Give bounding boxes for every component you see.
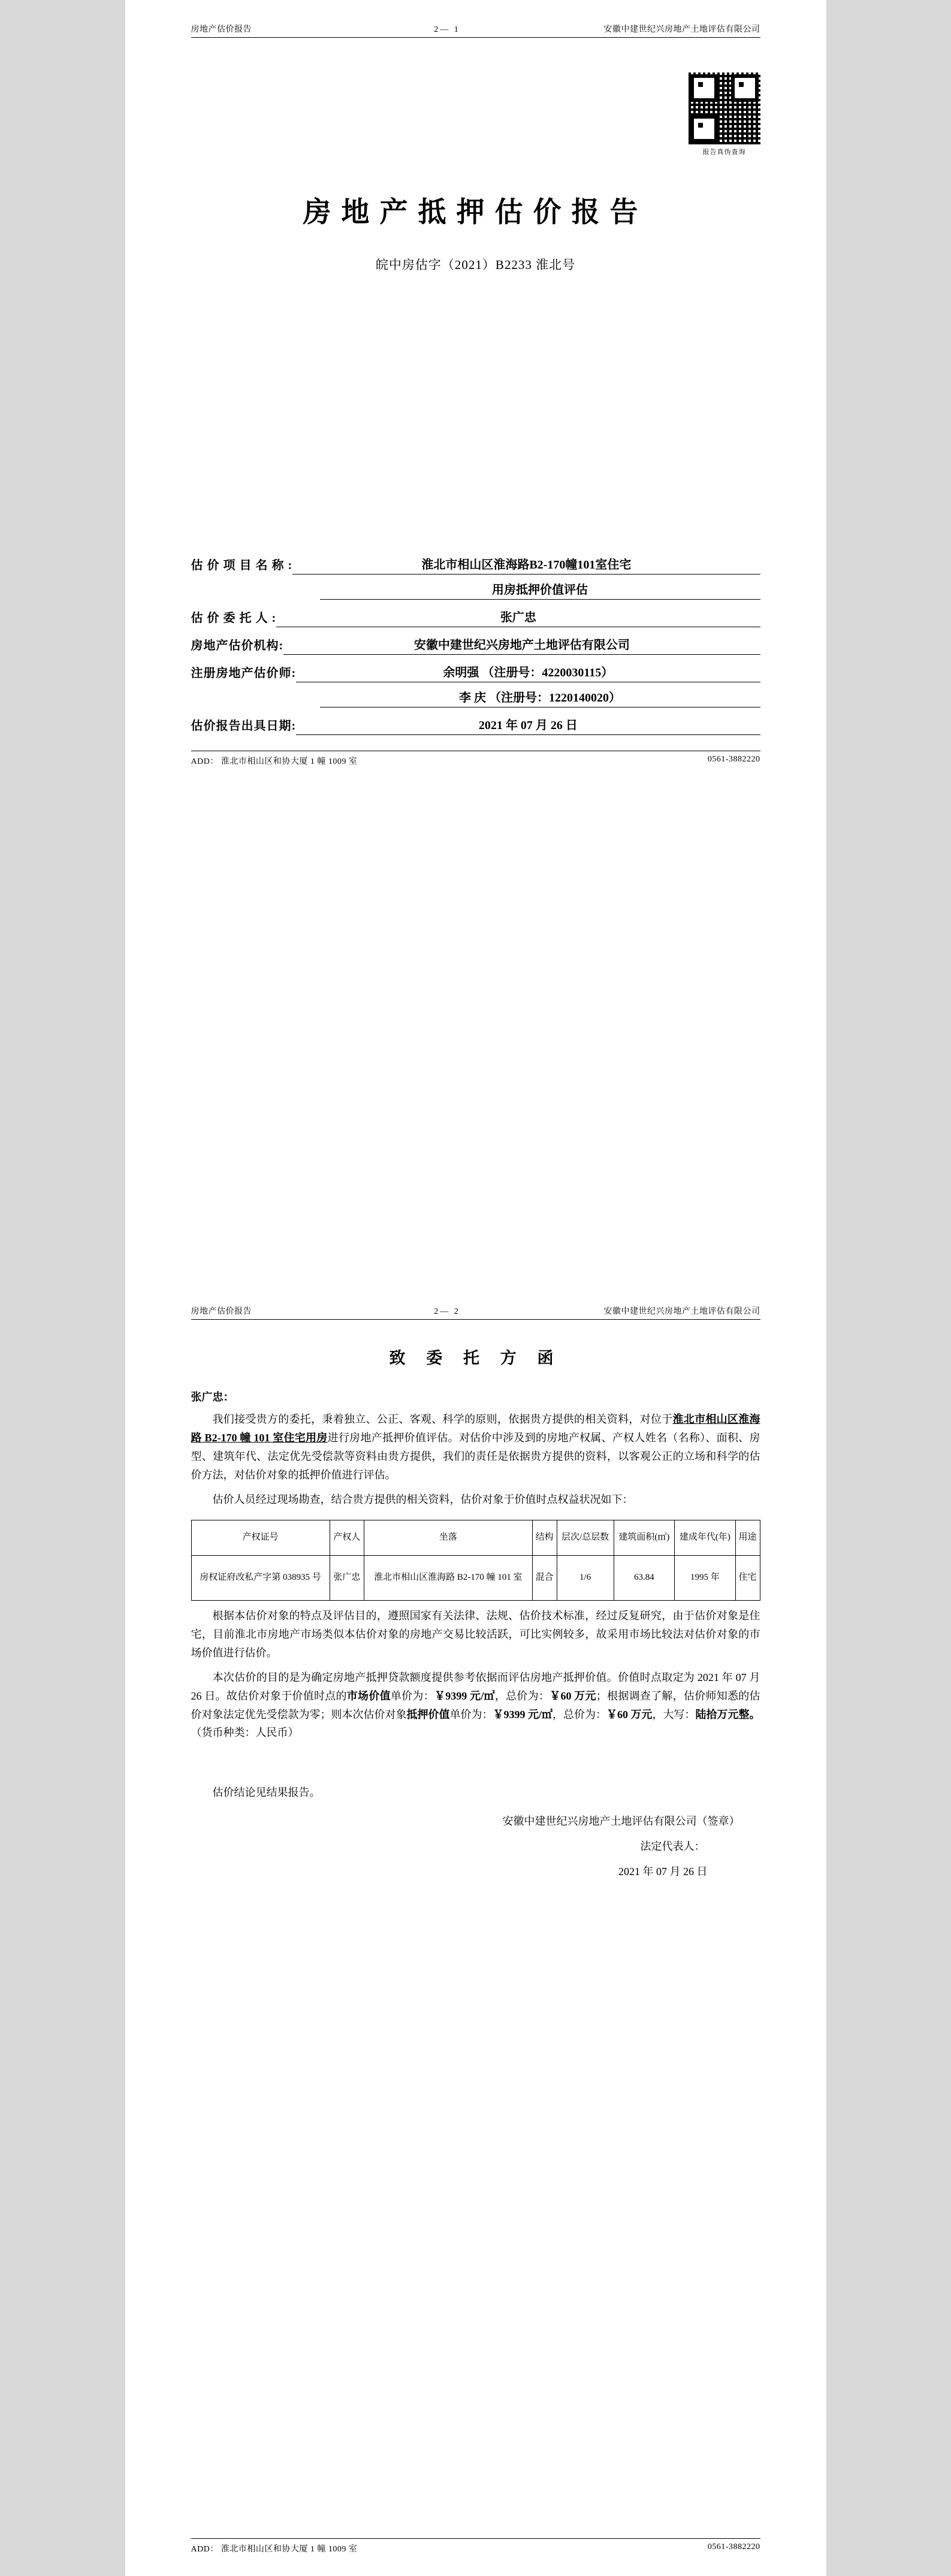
meta-row-client bbox=[191, 607, 760, 627]
para4-amount-in-words: 陆拾万元整。 bbox=[695, 1708, 760, 1721]
para4-part-a: 本次估价的目的是为确定房地产抵押贷款额度提供参考依据而评估房地产抵押价值。价值时点取定为 2021 年 07 月 26 日。故估价对象于价值时点的 bbox=[191, 1671, 760, 1702]
signature-company: 安徽中建世纪兴房地产土地评估有限公司（签章） bbox=[502, 1815, 740, 1828]
meta-value-agency: 安徽中建世纪兴房地产土地评估有限公司 bbox=[283, 635, 760, 655]
cell-year: 1995 年 bbox=[675, 1555, 735, 1600]
para4-market-value-label: 市场价值 bbox=[346, 1689, 391, 1702]
report-number: 皖中房估字（2021）B2233 淮北号 bbox=[375, 258, 576, 272]
para4-unit-price-mortgage: ￥9399 元/㎡ bbox=[493, 1708, 553, 1721]
meta-value-issue-date: 2021 年 07 月 26 日 bbox=[296, 715, 760, 735]
meta-value-project-name-cont: 用房抵押价值评估 bbox=[320, 580, 760, 600]
para4-mortgage-value-label: 抵押价值 bbox=[406, 1708, 450, 1721]
page2-footer-phone: 0561-3882220 bbox=[707, 2542, 760, 2551]
col-floor: 层次/总层数 bbox=[557, 1520, 614, 1555]
cell-floor: 1/6 bbox=[557, 1555, 614, 1600]
page1-footer-address: ADD： 淮北市相山区和协大厦 1 幢 1009 室 bbox=[191, 757, 358, 766]
col-usage: 用途 bbox=[735, 1520, 760, 1555]
letter-paragraph-1 bbox=[191, 1410, 760, 1484]
qr-caption: 报告真伪查询 bbox=[702, 149, 746, 156]
meta-row-appraiser bbox=[191, 663, 760, 682]
para4-part-e: ；根据调查了解，估价师知悉的估价对象法定优先受偿款为零；则本次估价对象 bbox=[191, 1689, 760, 1721]
para4-part-h: ，大写： bbox=[652, 1708, 696, 1721]
para4-total-price-market: ￥60 万元 bbox=[550, 1689, 596, 1702]
page1-header-right: 安徽中建世纪兴房地产土地评估有限公司 bbox=[603, 25, 760, 34]
col-structure: 结构 bbox=[532, 1520, 557, 1555]
para4-total-price-mortgage: ￥60 万元 bbox=[606, 1708, 653, 1721]
meta-label-agency: 房地产估价机构: bbox=[191, 639, 284, 652]
page1-header-left: 房地产估价报告 bbox=[191, 25, 252, 34]
col-year: 建成年代(年) bbox=[675, 1520, 735, 1555]
cell-structure: 混合 bbox=[532, 1555, 557, 1600]
cell-cert-no: 房权证府改私产字第 038935 号 bbox=[191, 1555, 330, 1600]
para1-part-b: 进行房地产抵押价值评估。对估价中涉及到的房地产权属、产权人姓名（名称）、面积、房型、建筑年代、法定优先受偿款等资料由贵方提供，我们的责任是依据贵方提供的资料，以客观公正的立场和科学的估价方法，对估价对象的抵押价值进行评估。 bbox=[191, 1431, 760, 1481]
meta-value-appraiser-2: 李 庆 （注册号：1220140020） bbox=[320, 688, 760, 708]
meta-value-project-name: 淮北市相山区淮海路B2-170幢101室住宅 bbox=[292, 555, 760, 575]
col-owner: 产权人 bbox=[330, 1520, 364, 1555]
letter-title: 致 委 托 方 函 bbox=[389, 1349, 562, 1367]
page1-running-header bbox=[191, 0, 760, 38]
para4-part-c: 单价为： bbox=[390, 1689, 434, 1702]
conclusion-note: 估价结论见结果报告。 bbox=[212, 1786, 321, 1799]
meta-row-issue-date bbox=[191, 715, 760, 735]
signature-legal-rep: 法定代表人： bbox=[640, 1840, 705, 1853]
col-area: 建筑面积(㎡) bbox=[614, 1520, 674, 1555]
meta-row-project-name-cont bbox=[191, 580, 760, 600]
meta-row-project-name bbox=[191, 555, 760, 575]
col-cert-no: 产权证号 bbox=[191, 1520, 330, 1555]
page2-header-pagenum: 2— 2 bbox=[434, 1307, 460, 1316]
page2-header-left: 房地产估价报告 bbox=[191, 1307, 252, 1316]
cell-area: 63.84 bbox=[614, 1555, 674, 1600]
qr-block bbox=[191, 72, 760, 156]
property-info-table bbox=[191, 1520, 760, 1601]
page2-footer bbox=[191, 2538, 760, 2554]
page1-header-pagenum: 2— 1 bbox=[434, 25, 460, 34]
qr-code-icon bbox=[689, 72, 760, 144]
table-header-row bbox=[191, 1520, 760, 1555]
letter-paragraph-4 bbox=[191, 1668, 760, 1743]
para1-subject: 淮北市相山区淮海路 B2-170 幢 101 室住宅用房 bbox=[191, 1413, 760, 1444]
document-page-2 bbox=[125, 1282, 826, 2576]
meta-label-appraiser: 注册房地产估价师: bbox=[191, 667, 297, 680]
signature-date: 2021 年 07 月 26 日 bbox=[618, 1866, 708, 1878]
meta-value-client: 张广忠 bbox=[276, 607, 760, 627]
para4-part-d: ，总价为： bbox=[494, 1689, 550, 1702]
page2-footer-address: ADD： 淮北市相山区和协大厦 1 幢 1009 室 bbox=[191, 2545, 358, 2554]
meta-value-appraiser-1: 余明强 （注册号：4220030115） bbox=[296, 663, 760, 682]
cell-location: 淮北市相山区淮海路 B2-170 幢 101 室 bbox=[364, 1555, 533, 1600]
meta-label-issue-date: 估价报告出具日期: bbox=[191, 719, 297, 733]
para4-part-f: 单价为： bbox=[449, 1708, 493, 1721]
col-location: 坐落 bbox=[364, 1520, 533, 1555]
letter-paragraph-2: 估价人员经过现场勘查，结合贵方提供的相关资料，估价对象于价值时点权益状况如下： bbox=[212, 1493, 633, 1505]
letter-salutation: 张广忠： bbox=[191, 1391, 234, 1403]
page1-footer-phone: 0561-3882220 bbox=[707, 755, 760, 764]
para4-unit-price-market: ￥9399 元/㎡ bbox=[434, 1689, 495, 1702]
cell-usage: 住宅 bbox=[735, 1555, 760, 1600]
page-title: 房地产抵押估价报告 bbox=[303, 197, 648, 228]
page2-header-right: 安徽中建世纪兴房地产土地评估有限公司 bbox=[603, 1307, 760, 1316]
para1-part-a: 我们接受贵方的委托，秉着独立、公正、客观、科学的原则，依据贵方提供的相关资料，对位于 bbox=[212, 1413, 673, 1425]
meta-row-appraiser-2 bbox=[191, 688, 760, 708]
page1-footer bbox=[191, 751, 760, 767]
report-meta-block bbox=[191, 555, 760, 735]
table-row bbox=[191, 1555, 760, 1600]
meta-row-agency bbox=[191, 635, 760, 655]
cell-owner: 张广忠 bbox=[330, 1555, 364, 1600]
para4-part-g: ，总价为： bbox=[553, 1708, 607, 1721]
letter-paragraph-3: 根据本估价对象的特点及评估目的，遵照国家有关法律、法规、估价技术标准，经过反复研究，由于估价对象是住宅，目前淮北市房地产市场类似本估价对象的房地产交易比较活跃，可比实例较多，故采用市场比较法对估价对象的市场价值进行估价。 bbox=[191, 1609, 760, 1659]
meta-label-project-name: 估 价 项 目 名 称 : bbox=[191, 559, 293, 572]
page2-running-header bbox=[191, 1282, 760, 1320]
para4-part-i: （货币种类：人民币） bbox=[191, 1727, 299, 1739]
document-page-1 bbox=[125, 0, 826, 1282]
meta-label-client: 估 价 委 托 人 : bbox=[191, 612, 277, 625]
signature-block bbox=[191, 1784, 760, 1879]
